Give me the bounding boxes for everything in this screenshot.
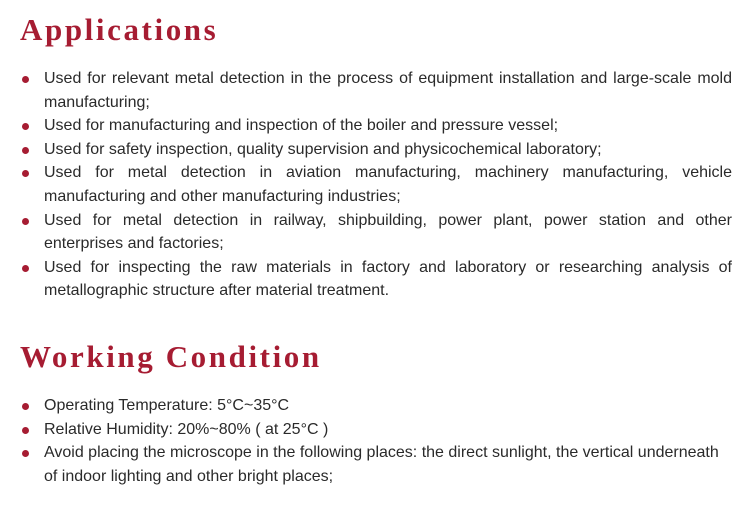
list-item-text: Relative Humidity: 20%~80% ( at 25°C )	[44, 420, 329, 438]
bullet-icon	[22, 427, 29, 434]
bullet-icon	[22, 76, 29, 83]
list-item-text: Used for metal detection in railway, shipbuilding, power plant, power station and other enterprises and factories;	[44, 211, 732, 253]
list-item	[20, 441, 732, 488]
bullet-icon	[22, 403, 29, 410]
list-item-text: Used for relevant metal detection in the process of equipment installation and large-scale mold manufacturing;	[44, 70, 732, 111]
list-item	[20, 67, 732, 114]
list-item	[20, 114, 732, 138]
list-item-text: Avoid placing the microscope in the following places: the direct sunlight, the vertical underneath of indoor lighting and other bright places;	[44, 444, 719, 485]
bullet-icon	[22, 170, 29, 177]
list-item	[20, 209, 732, 256]
list-item	[20, 256, 732, 303]
bullet-icon	[22, 265, 29, 272]
list-item	[20, 138, 732, 162]
applications-heading: Applications	[20, 12, 219, 47]
list-item	[20, 418, 732, 442]
list-item-text: Operating Temperature: 5°C~35°C	[44, 397, 290, 414]
list-item-text: Used for metal detection in aviation manufacturing, machinery manufacturing, vehicle manufacturing and other manufacturing industries;	[44, 164, 732, 205]
working-condition-list	[20, 394, 732, 488]
list-item-text: Used for manufacturing and inspection of the boiler and pressure vessel;	[44, 117, 559, 135]
working-condition-heading: Working Condition	[20, 339, 322, 374]
bullet-icon	[22, 450, 29, 457]
list-item-text: Used for safety inspection, quality supervision and physicochemical laboratory;	[44, 140, 602, 158]
bullet-icon	[22, 147, 29, 154]
applications-list	[20, 67, 732, 303]
list-item	[20, 161, 732, 208]
bullet-icon	[22, 123, 29, 130]
list-item-text: Used for inspecting the raw materials in factory and laboratory or researching analysis of metallographic structure after material treatment.	[44, 258, 732, 300]
list-item	[20, 394, 732, 418]
bullet-icon	[22, 218, 29, 225]
